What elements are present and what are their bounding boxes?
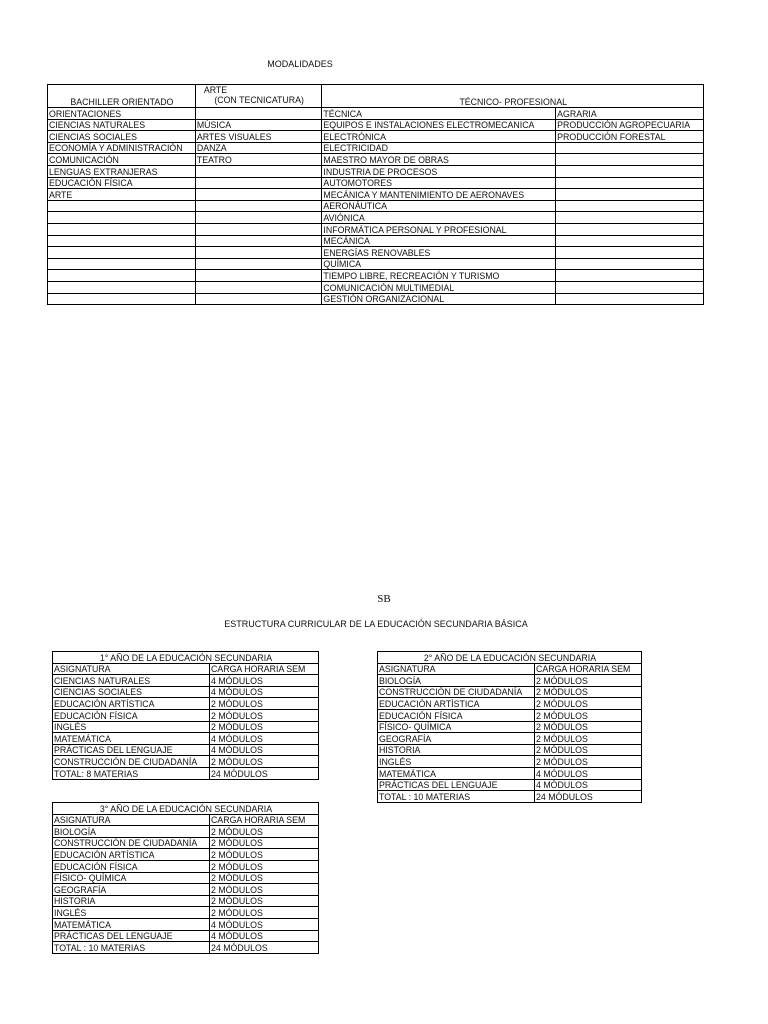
subject-row	[378, 733, 642, 745]
modalidades-cell	[195, 281, 322, 293]
year-caption: 3° AÑO DE LA EDUCACIÓN SECUNDARIA	[53, 803, 319, 815]
subject-load: 2 MÓDULOS	[210, 895, 319, 907]
modalidades-cell: PRODUCCIÓN AGROPECUARIA	[556, 119, 704, 131]
year-2-table	[377, 651, 642, 803]
modalidades-cell: DANZA	[195, 142, 322, 154]
year-header-row	[53, 814, 319, 826]
header-arte-line1: ARTE	[203, 85, 228, 95]
subject-load: 24 MÓDULOS	[210, 942, 319, 954]
modalidades-row	[48, 177, 704, 189]
subject-name: CIENCIAS NATURALES	[53, 675, 210, 687]
modalidades-cell: INDUSTRIA DE PROCESOS	[322, 165, 556, 177]
subject-load: 2 MÓDULOS	[210, 837, 319, 849]
subject-load: 2 MÓDULOS	[535, 675, 642, 687]
modalidades-cell: MECÁNICA	[322, 235, 556, 247]
modalidades-cell	[195, 212, 322, 224]
subject-row	[53, 837, 319, 849]
subject-name: TOTAL : 10 MATERIAS	[378, 791, 535, 803]
modalidades-row	[48, 131, 704, 143]
modalidades-cell: CIENCIAS NATURALES	[48, 119, 196, 131]
subject-row	[53, 698, 319, 710]
modalidades-cell: ORIENTACIONES	[48, 108, 196, 120]
subject-name: TOTAL : 10 MATERIAS	[53, 942, 210, 954]
modalidades-cell	[556, 212, 704, 224]
subject-row	[378, 791, 642, 803]
modalidades-cell: AGRARIA	[556, 108, 704, 120]
modalidades-cell	[556, 142, 704, 154]
subject-load: 2 MÓDULOS	[535, 709, 642, 721]
modalidades-cell	[195, 165, 322, 177]
modalidades-cell	[195, 223, 322, 235]
subject-name: MATEMÁTICA	[378, 767, 535, 779]
header-carga-horaria: CARGA HORARIA SEM	[210, 663, 319, 675]
subject-row	[53, 907, 319, 919]
subject-row	[378, 721, 642, 733]
modalidades-cell	[48, 247, 196, 259]
modalidades-cell	[195, 189, 322, 201]
modalidades-cell: ENERGÍAS RENOVABLES	[322, 247, 556, 259]
subject-row	[53, 826, 319, 838]
subject-load: 2 MÓDULOS	[210, 826, 319, 838]
subject-name: HISTORIA	[378, 744, 535, 756]
subject-name: GEOGRAFÍA	[53, 884, 210, 896]
subject-name: CIENCIAS SOCIALES	[53, 686, 210, 698]
modalidades-cell: COMUNICACIÓN	[48, 154, 196, 166]
modalidades-cell	[556, 189, 704, 201]
year-1-table	[52, 651, 319, 780]
modalidades-cell: LENGUAS EXTRANJERAS	[48, 165, 196, 177]
modalidades-cell	[195, 108, 322, 120]
subject-name: FÍSICO- QUÍMICA	[53, 872, 210, 884]
year-header-row	[53, 663, 319, 675]
subject-load: 2 MÓDULOS	[535, 721, 642, 733]
subject-name: CONSTRUCCIÓN DE CIUDADANÍA	[53, 756, 210, 768]
modalidades-cell: TÉCNICA	[322, 108, 556, 120]
modalidades-cell	[556, 270, 704, 282]
subject-load: 4 MÓDULOS	[210, 930, 319, 942]
subject-load: 4 MÓDULOS	[210, 918, 319, 930]
modalidades-cell: MAESTRO MAYOR DE OBRAS	[322, 154, 556, 166]
header-bachiller: BACHILLER ORIENTADO	[48, 85, 196, 108]
modalidades-row	[48, 108, 704, 120]
modalidades-cell: EDUCACIÓN FÍSICA	[48, 177, 196, 189]
subject-row	[53, 675, 319, 687]
subject-name: EDUCACIÓN ARTÍSTICA	[53, 849, 210, 861]
modalidades-cell: AUTOMOTORES	[322, 177, 556, 189]
modalidades-row	[48, 247, 704, 259]
modalidades-cell: ECONOMÍA Y ADMINISTRACIÓN	[48, 142, 196, 154]
modalidades-cell: TEATRO	[195, 154, 322, 166]
subject-load: 4 MÓDULOS	[210, 686, 319, 698]
modalidades-cell	[556, 235, 704, 247]
modalidades-cell: COMUNICACIÓN MULTIMEDIAL	[322, 281, 556, 293]
header-carga-horaria: CARGA HORARIA SEM	[210, 814, 319, 826]
subject-load: 2 MÓDULOS	[210, 756, 319, 768]
subject-load: 4 MÓDULOS	[210, 744, 319, 756]
modalidades-cell: AERONÁUTICA	[322, 200, 556, 212]
modalidades-cell	[195, 177, 322, 189]
subject-row	[53, 884, 319, 896]
subject-load: 2 MÓDULOS	[210, 721, 319, 733]
subject-row	[378, 779, 642, 791]
subject-name: PRÁCTICAS DEL LENGUAJE	[378, 779, 535, 791]
modalidades-cell	[195, 247, 322, 259]
modalidades-cell: ARTE	[48, 189, 196, 201]
subject-load: 2 MÓDULOS	[535, 733, 642, 745]
subject-name: CONSTRUCCIÓN DE CIUDADANÍA	[378, 686, 535, 698]
subject-row	[53, 942, 319, 954]
subject-name: EDUCACIÓN FÍSICA	[378, 709, 535, 721]
subject-load: 24 MÓDULOS	[210, 767, 319, 779]
modalidades-cell	[556, 223, 704, 235]
modalidades-row	[48, 270, 704, 282]
modalidades-cell	[556, 177, 704, 189]
subject-row	[53, 930, 319, 942]
modalidades-cell: ARTES VISUALES	[195, 131, 322, 143]
subject-row	[53, 895, 319, 907]
year-header-row	[378, 663, 642, 675]
modalidades-cell: MÚSICA	[195, 119, 322, 131]
subject-load: 2 MÓDULOS	[210, 872, 319, 884]
year-caption-row	[53, 803, 319, 815]
subject-name: HISTORIA	[53, 895, 210, 907]
subject-load: 2 MÓDULOS	[210, 907, 319, 919]
modalidades-cell: EQUIPOS E INSTALACIONES ELECTROMECANICA	[322, 119, 556, 131]
modalidades-row	[48, 119, 704, 131]
modalidades-header-row	[48, 85, 704, 108]
subject-row	[53, 849, 319, 861]
subject-load: 2 MÓDULOS	[210, 884, 319, 896]
modalidades-cell	[556, 247, 704, 259]
subject-load: 4 MÓDULOS	[210, 733, 319, 745]
modalidades-table	[47, 84, 704, 305]
modalidades-cell: ELECTRICIDAD	[322, 142, 556, 154]
subject-load: 2 MÓDULOS	[210, 698, 319, 710]
modalidades-cell	[556, 281, 704, 293]
modalidades-row	[48, 235, 704, 247]
subject-name: EDUCACIÓN FÍSICA	[53, 709, 210, 721]
subject-name: EDUCACIÓN ARTÍSTICA	[378, 698, 535, 710]
modalidades-cell	[195, 293, 322, 305]
header-tecnico: TÉCNICO- PROFESIONAL	[322, 85, 704, 108]
modalidades-cell	[195, 258, 322, 270]
modalidades-cell	[556, 293, 704, 305]
subject-name: INGLÉS	[53, 907, 210, 919]
subject-row	[53, 860, 319, 872]
subject-row	[53, 767, 319, 779]
year-caption-row	[53, 652, 319, 664]
modalidades-cell: CIENCIAS SOCIALES	[48, 131, 196, 143]
modalidades-cell: TIEMPO LIBRE, RECREACIÓN Y TURISMO	[322, 270, 556, 282]
subject-name: GEOGRAFÍA	[378, 733, 535, 745]
subject-load: 2 MÓDULOS	[535, 698, 642, 710]
modalidades-cell: GESTIÓN ORGANIZACIONAL	[322, 293, 556, 305]
subject-name: CONSTRUCCIÓN DE CIUDADANÍA	[53, 837, 210, 849]
modalidades-cell	[556, 258, 704, 270]
modalidades-cell: AVIÓNICA	[322, 212, 556, 224]
estructura-title: ESTRUCTURA CURRICULAR DE LA EDUCACIÓN SECUNDARIA BÁSICA	[224, 619, 528, 629]
year-caption-row	[378, 652, 642, 664]
modalidades-row	[48, 142, 704, 154]
modalidades-cell	[195, 200, 322, 212]
modalidades-cell	[556, 154, 704, 166]
subject-row	[378, 744, 642, 756]
subject-load: 2 MÓDULOS	[535, 756, 642, 768]
subject-name: BIOLOGÍA	[378, 675, 535, 687]
subject-load: 2 MÓDULOS	[210, 849, 319, 861]
subject-load: 2 MÓDULOS	[535, 686, 642, 698]
header-asignatura: ASIGNATURA	[378, 663, 535, 675]
subject-row	[53, 918, 319, 930]
subject-name: FÍSICO- QUÍMICA	[378, 721, 535, 733]
modalidades-cell	[48, 293, 196, 305]
subject-row	[53, 872, 319, 884]
subject-row	[53, 709, 319, 721]
modalidades-row	[48, 223, 704, 235]
subject-name: INGLÉS	[53, 721, 210, 733]
subject-name: PRÁCTICAS DEL LENGUAJE	[53, 744, 210, 756]
subject-name: TOTAL: 8 MATERIAS	[53, 767, 210, 779]
subject-name: INGLÉS	[378, 756, 535, 768]
subject-name: EDUCACIÓN ARTÍSTICA	[53, 698, 210, 710]
modalidades-cell	[48, 200, 196, 212]
modalidades-row	[48, 154, 704, 166]
subject-load: 2 MÓDULOS	[535, 744, 642, 756]
modalidades-cell: MECÁNICA Y MANTENIMIENTO DE AERONAVES	[322, 189, 556, 201]
subject-row	[378, 709, 642, 721]
modalidades-row	[48, 281, 704, 293]
header-arte-line2: (CON TECNICATURA)	[214, 95, 304, 105]
subject-row	[53, 744, 319, 756]
modalidades-row	[48, 293, 704, 305]
modalidades-cell	[48, 281, 196, 293]
modalidades-row	[48, 200, 704, 212]
modalidades-cell	[195, 270, 322, 282]
modalidades-row	[48, 258, 704, 270]
modalidades-cell: INFORMÁTICA PERSONAL Y PROFESIONAL	[322, 223, 556, 235]
subject-name: BIOLOGÍA	[53, 826, 210, 838]
modalidades-cell	[48, 212, 196, 224]
subject-row	[378, 756, 642, 768]
modalidades-row	[48, 212, 704, 224]
modalidades-row	[48, 165, 704, 177]
subject-load: 4 MÓDULOS	[535, 767, 642, 779]
sb-label: SB	[377, 593, 391, 605]
subject-name: MATEMÁTICA	[53, 733, 210, 745]
year-caption: 1° AÑO DE LA EDUCACIÓN SECUNDARIA	[53, 652, 319, 664]
subject-row	[378, 675, 642, 687]
modalidades-cell	[195, 235, 322, 247]
subject-row	[378, 686, 642, 698]
subject-row	[378, 767, 642, 779]
subject-load: 4 MÓDULOS	[535, 779, 642, 791]
header-carga-horaria: CARGA HORARIA SEM	[535, 663, 642, 675]
modalidades-cell	[48, 235, 196, 247]
modalidades-cell: PRODUCCIÓN FORESTAL	[556, 131, 704, 143]
modalidades-cell	[48, 258, 196, 270]
header-arte	[195, 85, 322, 108]
subject-name: PRÁCTICAS DEL LENGUAJE	[53, 930, 210, 942]
subject-row	[378, 698, 642, 710]
modalidades-cell	[556, 200, 704, 212]
subject-row	[53, 686, 319, 698]
modalidades-cell	[48, 270, 196, 282]
subject-name: EDUCACIÓN FÍSICA	[53, 860, 210, 872]
modalidades-title: MODALIDADES	[267, 59, 333, 69]
header-asignatura: ASIGNATURA	[53, 814, 210, 826]
subject-load: 2 MÓDULOS	[210, 709, 319, 721]
year-caption: 2° AÑO DE LA EDUCACIÓN SECUNDARIA	[378, 652, 642, 664]
subject-name: MATEMÁTICA	[53, 918, 210, 930]
subject-row	[53, 733, 319, 745]
subject-load: 4 MÓDULOS	[210, 675, 319, 687]
modalidades-cell: QUÍMICA	[322, 258, 556, 270]
subject-load: 2 MÓDULOS	[210, 860, 319, 872]
modalidades-row	[48, 189, 704, 201]
header-asignatura: ASIGNATURA	[53, 663, 210, 675]
subject-row	[53, 756, 319, 768]
subject-load: 24 MÓDULOS	[535, 791, 642, 803]
subject-row	[53, 721, 319, 733]
year-3-table	[52, 802, 319, 954]
modalidades-cell: ELECTRÓNICA	[322, 131, 556, 143]
modalidades-cell	[556, 165, 704, 177]
modalidades-cell	[48, 223, 196, 235]
